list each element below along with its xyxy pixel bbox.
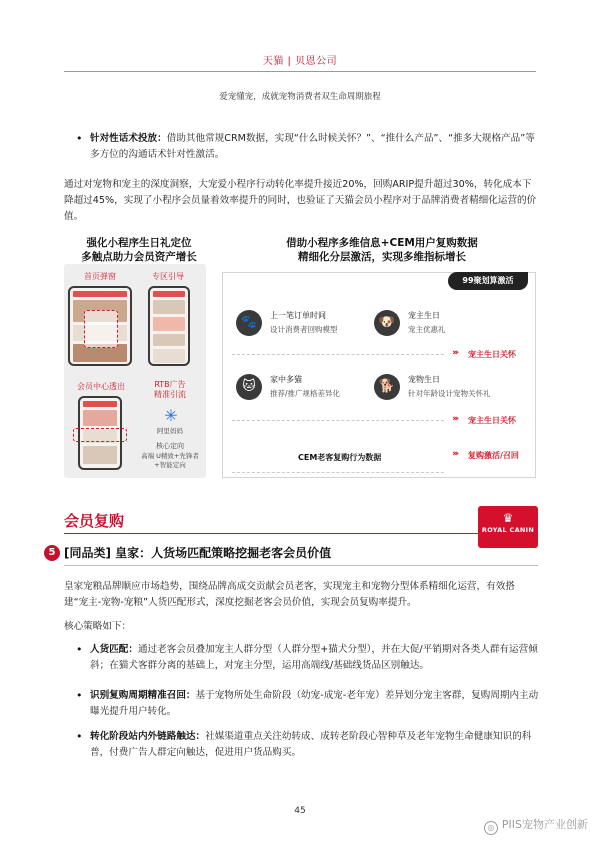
- multi-cat-icon: 🐱: [236, 374, 262, 400]
- strategy-label: 人货匹配：: [90, 644, 138, 655]
- chevrons-icon: ›››: [452, 348, 458, 358]
- bullet-text: 借助其他常规CRM数据，实现“什么时候关怀？”、“推什么产品”、“推多大规格产品”等多方位的沟通话术针对性激活。: [90, 133, 535, 160]
- label-member-center: 会员中心透出: [77, 382, 125, 391]
- phone-mockup-zone: [148, 286, 190, 366]
- row-owner-birthday-title: 宠主生日: [408, 311, 440, 320]
- order-history-icon: 🐾: [236, 310, 262, 336]
- case-title: [同品类] 皇家：人货场匹配策略挖掘老客会员价值: [64, 546, 332, 560]
- strategy-item: [90, 642, 540, 674]
- cta-owner-birthday-care-1: 宠主生日关怀: [468, 350, 516, 359]
- label-home-popup: 首页弹窗: [84, 272, 116, 281]
- divider-dashed-1: [232, 354, 444, 355]
- wechat-icon: ◎: [484, 821, 498, 835]
- watermark-text: PIIS宠物产业创新: [501, 818, 588, 831]
- label-core-detail: 高端 U精致+先锋者 +智能定向: [141, 452, 199, 469]
- divider-dashed-3: [232, 472, 444, 473]
- chevrons-icon: ›››: [452, 414, 458, 424]
- popup-highlight: [84, 310, 118, 348]
- owner-birthday-icon: 🐶: [374, 310, 400, 336]
- row-pet-birthday-sub: 针对年龄设计宠物关怀礼: [408, 389, 491, 398]
- section-divider: [64, 533, 484, 534]
- cta-owner-birthday-care-2: 宠主生日关怀: [468, 416, 516, 425]
- strategy-label: 识别复购周期精准召回：: [90, 690, 196, 701]
- alimama-icon: ✳: [164, 406, 178, 425]
- figure-right-title: 借助小程序多维信息+CEM用户复购数据 精细化分层激活，实现多维指标增长: [286, 237, 478, 263]
- strategy-item: [90, 729, 540, 761]
- bullet-label: 针对性话术投放：: [90, 133, 167, 144]
- row-last-order-title: 上一笔订单时间: [270, 311, 326, 320]
- label-core-position: 核心定向: [156, 442, 184, 450]
- paragraph-royal-canin: 皇家宠粮品牌顺应市场趋势，围绕品牌高成交贡献会员老客，实现宠主和宠物分型体系精细化运营，有效搭建“宠主-宠物-宠粮”人货匹配形式，深度挖掘老客会员价值，实现会员复购率提升。: [64, 581, 515, 608]
- royal-canin-logo: [478, 506, 538, 548]
- case-divider: [64, 565, 538, 566]
- pet-birthday-icon: 🐕: [374, 374, 400, 400]
- row-multi-cat-title: 家中多猫: [270, 375, 302, 384]
- paragraph-results: 通过对宠物和宠主的深度洞察，大宠爱小程序行动转化率提升接近20%，回购ARIP提升超过30%，转化成本下降超过45%，实现了小程序会员量着效率提升的同时，也验证了天猫会员小程序对于品牌消费者精细化运营的价值。: [64, 179, 537, 222]
- tag-99-activation: 99聚划算激活: [448, 272, 528, 290]
- strategy-label: 转化阶段站内外链路触达：: [90, 731, 206, 742]
- figure-left-title: 强化小程序生日礼定位 多触点助力会员资产增长: [81, 237, 197, 263]
- label-rtb-ad: RTB广告 精准引流: [154, 380, 186, 399]
- strategy-text: 通过老客会员叠加宠主人群分型（人群分型+猫犬分型），并在大促/平销期对各类人群有运营倾斜；在猫犬客群分离的基础上，对宠主分型，运用高端线/基础线货品区别触达。: [90, 644, 538, 671]
- logo-text: ROYAL CANIN: [481, 526, 535, 534]
- label-zone-guide: 专区引导: [152, 272, 184, 281]
- strategy-text: 基于宠物所处生命阶段（幼宠-成宠-老年宠）差异划分宠主客群，复购周期内主动曝光提升用户转化。: [90, 690, 539, 717]
- watermark: [484, 816, 588, 835]
- header-brand: 天猫 | 贝恩公司: [262, 56, 338, 67]
- crown-icon: ♛: [502, 511, 514, 525]
- label-alimama: 阿里妈妈: [157, 427, 183, 435]
- row-pet-birthday-title: 宠物生日: [408, 375, 440, 384]
- row-last-order-sub: 设计消费者回购模型: [270, 325, 338, 334]
- chevrons-icon: ›››: [452, 449, 458, 459]
- strategy-intro: 核心策略如下：: [64, 621, 132, 632]
- strategy-text: 社媒渠道重点关注幼转成、成转老阶段心智种草及老年宠物生命健康知识的科普，付费广告人群定向触达，促进用户货品购买。: [90, 731, 532, 758]
- section-title: 会员复购: [64, 512, 125, 530]
- divider-dashed-2: [232, 420, 444, 421]
- cta-repurchase-recall: 复购激活/召回: [468, 451, 519, 460]
- member-highlight: [73, 428, 127, 442]
- row-owner-birthday-sub: 宠主优惠礼: [408, 325, 446, 334]
- header-divider: [64, 71, 536, 72]
- page-number: 45: [294, 806, 306, 816]
- cem-data-label: CEM老客复购行为数据: [298, 453, 382, 462]
- bullet-targeted-messaging: [90, 131, 540, 163]
- strategy-item: [90, 688, 540, 720]
- case-number-badge: 5: [44, 545, 60, 561]
- header-subtitle: 爱宠懂宠，成就宠物消费者双生命周期旅程: [219, 92, 381, 102]
- row-multi-cat-sub: 推荐/推广规格差异化: [270, 389, 341, 398]
